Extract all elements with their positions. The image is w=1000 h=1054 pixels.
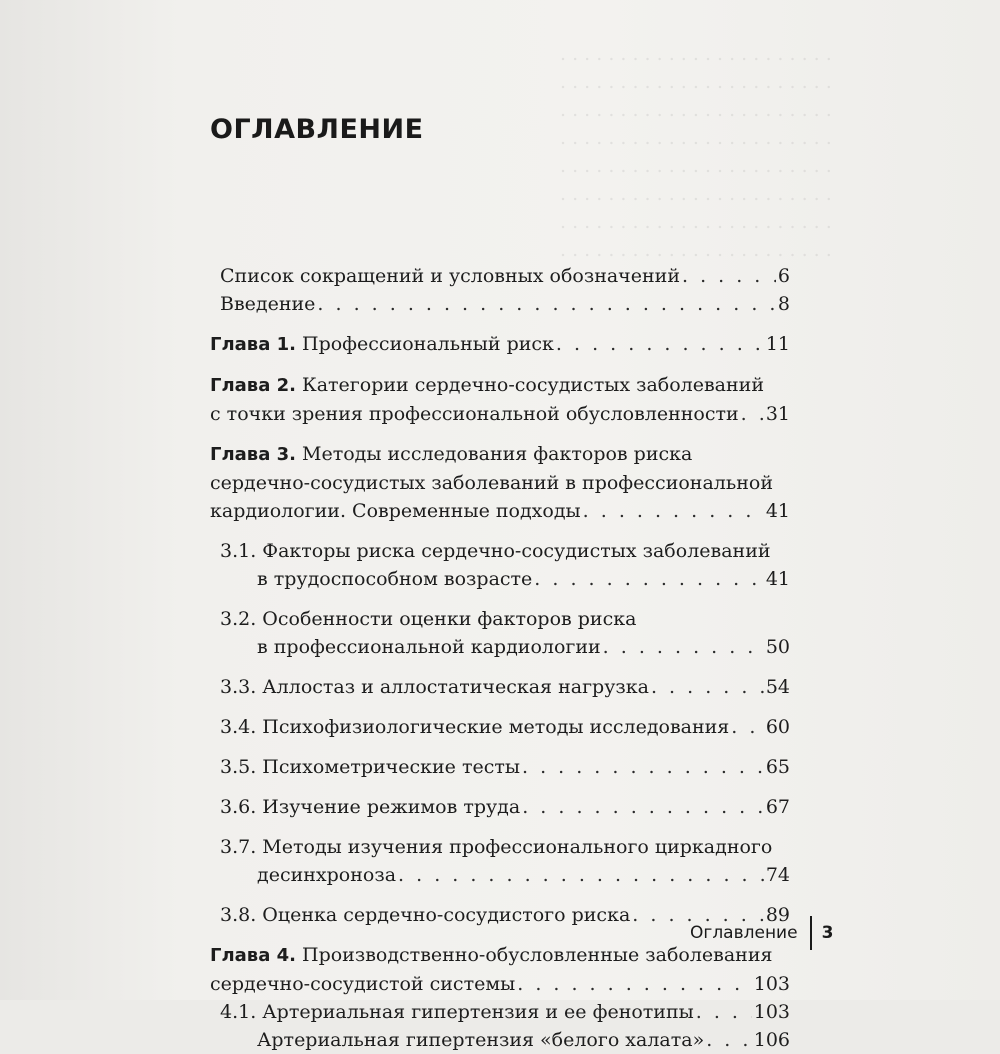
toc-entry-section-3-3[interactable] — [210, 673, 790, 701]
toc-page-number: 89 — [765, 904, 790, 926]
toc-entry-text: Список сокращений и условных обозначений — [220, 265, 680, 287]
running-header-title: Оглавление — [690, 923, 798, 943]
chapter-label: Глава 3. — [210, 444, 296, 465]
leader-dots — [534, 565, 764, 593]
toc-entry-text: сердечно-сосудистой системы — [210, 973, 516, 995]
toc-entry-chapter-3[interactable] — [210, 440, 790, 525]
page-footer — [690, 916, 833, 950]
toc-entry-text: 3.3. Аллостаз и аллостатическая нагрузка — [220, 676, 649, 698]
toc-entry-text: в профессиональной кардиологии — [257, 636, 601, 658]
leader-dots — [522, 753, 764, 781]
footer-divider — [810, 916, 812, 950]
toc-entry-text: 3.7. Методы изучения профессионального циркадного — [220, 836, 773, 858]
toc-entry-text: 3.2. Особенности оценки факторов риска — [220, 608, 637, 630]
toc-entry-text: 3.1. Факторы риска сердечно-сосудистых заболеваний — [220, 540, 771, 562]
toc-entry-section-4-1[interactable] — [210, 998, 790, 1026]
toc-entry-section-3-5[interactable] — [210, 753, 790, 781]
leader-dots — [398, 861, 764, 889]
toc-entry-text: десинхроноза — [257, 864, 397, 886]
leader-dots — [556, 330, 764, 358]
toc-entry-section-3-1[interactable] — [210, 537, 790, 593]
toc-page-number: 41 — [765, 568, 790, 590]
leader-dots — [696, 998, 752, 1026]
toc-entry-text: в трудоспособном возрасте — [257, 568, 533, 590]
toc-page-number: 50 — [765, 636, 790, 658]
toc-page-number: 8 — [777, 293, 790, 315]
toc-entry-text: 4.1. Артериальная гипертензия и ее фенотипы — [220, 1001, 694, 1023]
toc-entry-text: 3.6. Изучение режимов труда — [220, 796, 521, 818]
toc-page-number: 54 — [765, 676, 790, 698]
show-through-text: . . . . . . . . . . . . . . . . . . . . . . . . . . . . . . . . . . . . . . . . . . . . . . . . . . . . . . . . . . . . . . . . . . . . . . . . . . . . . . . . . . . . . . . . . . . . . . . . . . . . . . . . . . . . . . . . . . . . . . . . . . . . . . . . . . . . . . . . . . . . . . . . . . . . . . . . . . . . . . . . . . . . . . . . . . . . . . . . . . . . . . . . — [560, 43, 832, 261]
toc-entry-text: сердечно-сосудистых заболеваний в профессиональной — [210, 472, 773, 494]
toc-entry-text: 3.8. Оценка сердечно-сосудистого риска — [220, 904, 631, 926]
leader-dots — [731, 713, 764, 741]
leader-dots — [583, 497, 764, 525]
toc-page-number: 41 — [765, 500, 790, 522]
toc-entry-section-3-4[interactable] — [210, 713, 790, 741]
leader-dots — [651, 673, 764, 701]
toc-entry-white-coat[interactable] — [210, 1026, 790, 1054]
toc-entry-text: Производственно-обусловленные заболевания — [295, 944, 773, 966]
toc-entry-text: Введение — [220, 293, 316, 315]
toc-page-number: 103 — [753, 973, 790, 995]
toc-entry-introduction[interactable] — [210, 290, 790, 318]
toc-entry-text: Категории сердечно-сосудистых заболеваний — [295, 374, 764, 396]
leader-dots — [682, 262, 776, 290]
toc-entry-chapter-2[interactable] — [210, 371, 790, 428]
chapter-label: Глава 2. — [210, 375, 296, 396]
toc-page-number: 74 — [765, 864, 790, 886]
toc-page-number: 31 — [765, 403, 790, 425]
toc-entry-text: с точки зрения профессиональной обусловленности — [210, 403, 739, 425]
leader-dots — [317, 290, 775, 318]
toc-page-number: 11 — [765, 333, 790, 355]
chapter-label: Глава 1. — [210, 334, 296, 355]
leader-dots — [603, 633, 764, 661]
toc-entry-text: Артериальная гипертензия «белого халата» — [257, 1029, 705, 1051]
toc-entry-section-3-2[interactable] — [210, 605, 790, 661]
toc-entry-text: 3.5. Психометрические тесты — [220, 756, 520, 778]
toc-entry-section-3-6[interactable] — [210, 793, 790, 821]
leader-dots — [517, 970, 752, 998]
toc-entry-text: кардиологии. Современные подходы — [210, 500, 581, 522]
toc-page-number: 65 — [765, 756, 790, 778]
toc-entry-text: Профессиональный риск — [295, 333, 554, 355]
leader-dots — [522, 793, 764, 821]
toc-page-number: 67 — [765, 796, 790, 818]
toc-page-number: 6 — [777, 265, 790, 287]
leader-dots — [741, 400, 764, 428]
leader-dots — [706, 1026, 752, 1054]
page-number: 3 — [821, 923, 834, 943]
toc-entry-text: 3.4. Психофизиологические методы исследования — [220, 716, 730, 738]
page-title: ОГЛАВЛЕНИЕ — [210, 114, 424, 145]
toc-page-number: 103 — [753, 1001, 790, 1023]
toc-entry-text: Методы исследования факторов риска — [295, 443, 693, 465]
chapter-label: Глава 4. — [210, 945, 296, 966]
toc-entry-section-3-7[interactable] — [210, 833, 790, 889]
toc-entry-abbreviations[interactable] — [210, 262, 790, 290]
toc-entry-chapter-1[interactable] — [210, 330, 790, 359]
toc-page-number: 60 — [765, 716, 790, 738]
toc-page-number: 106 — [753, 1029, 790, 1051]
